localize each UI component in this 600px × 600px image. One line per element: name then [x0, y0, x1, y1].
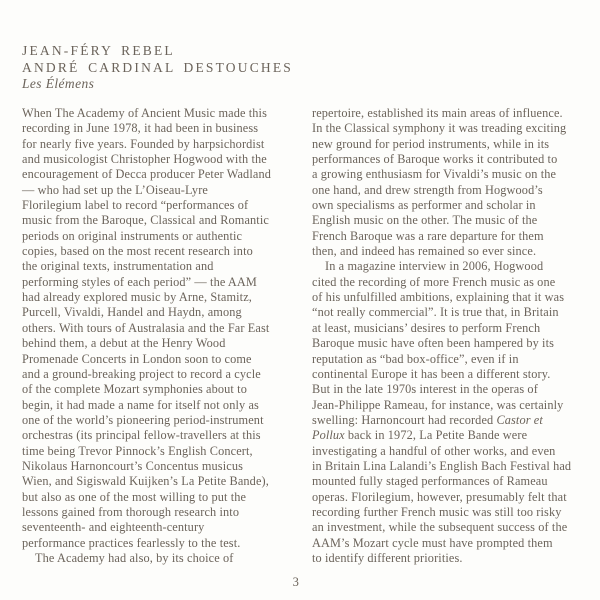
text-line: of the complete Mozart symphonies about to: [22, 382, 247, 397]
text-line: seventeenth- and eighteenth-century: [22, 520, 205, 535]
text-line: one of the world’s pioneering period-instrument: [22, 412, 264, 427]
text-line: music from the Baroque, Classical and Romantic: [22, 213, 269, 228]
text-line: new ground for period instruments, while in its: [312, 136, 550, 151]
text-line: performances of Baroque works it contributed to: [312, 152, 558, 167]
work-title: Les Élémens: [22, 76, 95, 91]
text-line: begin, it had made a name for itself not only as: [22, 397, 259, 412]
text-line: swelling: Harnoncourt had recorded Castor et: [312, 412, 543, 427]
text-line: at least, musicians’ desires to perform French: [312, 320, 541, 335]
text-line: Florilegium label to record “performances of: [22, 198, 249, 213]
text-line: others. With tours of Australasia and the Far East: [22, 320, 270, 335]
text-line: performing styles of each period” — the AAM: [22, 274, 257, 289]
text-line: AAM’s Mozart cycle must have prompted them: [312, 535, 553, 550]
column-right: [312, 106, 584, 566]
text-line: but also as one of the most willing to put the: [22, 489, 247, 504]
text-line: French Baroque was a rare departure for them: [312, 228, 544, 243]
text-line: Promenade Concerts in London soon to come: [22, 351, 252, 366]
italic-work-title: Castor et: [496, 412, 543, 427]
composer-name-destouches: ANDRÉ CARDINAL DESTOUCHES: [22, 59, 294, 75]
text-line: and musicologist Christopher Hogwood with the: [22, 152, 267, 167]
text-line: Nikolaus Harnoncourt’s Concentus musicus: [22, 458, 243, 473]
composer-name-rebel: JEAN-FÉRY REBEL: [22, 43, 175, 58]
text-line: English music on the other. The music of the: [312, 213, 538, 228]
text-line: a growing enthusiasm for Vivaldi’s music on the: [312, 167, 557, 182]
text-line: in Britain Lina Lalandi’s English Bach Festival had: [312, 458, 572, 473]
text-line: When The Academy of Ancient Music made this: [22, 106, 268, 120]
text-line: investigating a handful of other works, and even: [312, 443, 556, 458]
page-header: [22, 43, 293, 93]
text-line: The Academy had also, by its choice of: [35, 550, 234, 565]
text-line: — who had set up the L’Oiseau-Lyre: [22, 182, 208, 197]
text-line: In a magazine interview in 2006, Hogwood: [325, 259, 544, 274]
text-line: own specialisms as performer and scholar in: [312, 198, 536, 213]
text-line: repertoire, established its main areas of influence.: [312, 106, 563, 120]
italic-work-title: Pollux: [312, 428, 345, 443]
column-left: [22, 106, 294, 566]
text-line: cited the recording of more French music as one: [312, 274, 556, 289]
text-line: In the Classical symphony it was treading exciting: [312, 121, 567, 136]
text-line: of his unfulfilled ambitions, explaining that it was: [312, 290, 565, 305]
text-line: one hand, and drew strength from Hogwood’s: [312, 182, 543, 197]
text-line: and a ground-breaking project to record a cycle: [22, 366, 261, 381]
text-line: performance practices fearlessly to the test.: [22, 535, 241, 550]
text-line: But in the late 1970s interest in the operas of: [312, 382, 538, 397]
text-line: copies, based on the most recent research into: [22, 244, 253, 259]
text-line: operas. Florilegium, however, presumably felt that: [312, 489, 567, 504]
text-line: the original texts, instrumentation and: [22, 259, 214, 274]
text-line: “not really commercial”. It is true that, in Britain: [312, 305, 559, 320]
text-line: reputation as “bad box-office”, even if in: [312, 351, 519, 366]
text-line: Jean-Philippe Rameau, for instance, was certainly: [312, 397, 564, 412]
text-line: an investment, while the subsequent success of the: [312, 520, 568, 535]
text-line: for nearly five years. Founded by harpsichordist: [22, 136, 265, 151]
text-line: behind them, a debut at the Henry Wood: [22, 336, 226, 351]
text-line: encouragement of Decca producer Peter Wadland: [22, 167, 271, 182]
page-footer: [0, 573, 592, 591]
text-line: to identify different priorities.: [312, 550, 463, 565]
text-line: continental Europe it has been a different story.: [312, 366, 551, 381]
text-line: mounted fully staged performances of Rameau: [312, 474, 548, 489]
text-line: Pollux back in 1972, La Petite Bande were: [312, 428, 528, 443]
text-line: Purcell, Vivaldi, Handel and Haydn, among: [22, 305, 242, 320]
text-line: lessons gained from thorough research into: [22, 504, 240, 519]
text-line: recording further French music was still too risky: [312, 504, 562, 519]
page-number: 3: [292, 575, 300, 589]
text-line: periods on original instruments or authentic: [22, 228, 243, 243]
text-line: Baroque music have often been hampered by its: [312, 336, 555, 351]
text-line: Wien, and Sigiswald Kuijken’s La Petite Bande),: [22, 474, 269, 489]
text-line: then, and indeed has remained so ever since.: [312, 244, 537, 259]
liner-notes: [22, 106, 584, 566]
text-line: time being Trevor Pinnock’s English Concert,: [22, 443, 253, 458]
text-line: orchestras (its principal fellow-travellers at this: [22, 428, 261, 443]
text-line: had already explored music by Arne, Stamitz,: [22, 290, 252, 305]
text-line: recording in June 1978, it had been in business: [22, 121, 259, 136]
